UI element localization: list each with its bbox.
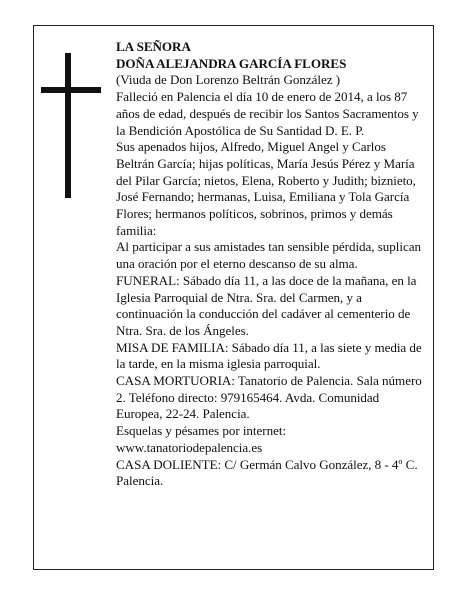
obituary-frame xyxy=(33,25,434,570)
mourning-house-paragraph: CASA DOLIENTE: C/ Germán Calvo González, 8 - 4º C. Palencia. xyxy=(116,456,418,489)
obituary-text xyxy=(116,39,426,490)
deceased-name: DOÑA ALEJANDRA GARCÍA FLORES xyxy=(116,55,347,71)
cross-horizontal-bar xyxy=(41,87,101,93)
family-paragraph: Sus apenados hijos, Alfredo, Miguel Angel y Carlos Beltrán García; hijas políticas, María Jesús Pérez y María del Pilar García; nietos, Elena, Roberto y Judith; biznieto, José Fernando; hermanas, Luisa, Emiliana y Tola García Flores; hermanos políticos, sobrinos, primos y demás familia: xyxy=(116,139,416,238)
cross-vertical-bar xyxy=(65,53,71,198)
funeral-home-website: www.tanatoriodepalencia.es xyxy=(116,439,263,455)
family-mass-paragraph: MISA DE FAMILIA: Sábado día 11, a las siete y media de la tarde, en la misma iglesia parroquial. xyxy=(116,339,422,372)
funeral-paragraph: FUNERAL: Sábado día 11, a las doce de la mañana, en la Iglesia Parroquial de Ntra. Sra. del Carmen, y a continuación la conducción del cadáver al cementerio de Ntra. Sra. de los Ángeles. xyxy=(116,272,417,338)
notice-title: LA SEÑORA xyxy=(116,39,191,54)
widow-of: (Viuda de Don Lorenzo Beltrán González ) xyxy=(116,72,341,88)
funeral-home-paragraph: CASA MORTUORIA: Tanatorio de Palencia. Sala número 2. Teléfono directo: 979165464. Avda. Comunidad Europea, 22-24. Palencia. xyxy=(116,373,422,422)
death-paragraph: Falleció en Palencia el día 10 de enero de 2014, a los 87 años de edad, después de recibir los Santos Sacramentos y la Bendición Apostólica de Su Santidad D. E. P. xyxy=(116,89,419,138)
request-paragraph: Al participar a sus amistades tan sensible pérdida, suplican una oración por el eterno descanso de su alma. xyxy=(116,239,421,272)
condolences-label: Esquelas y pésames por internet: xyxy=(116,423,287,439)
